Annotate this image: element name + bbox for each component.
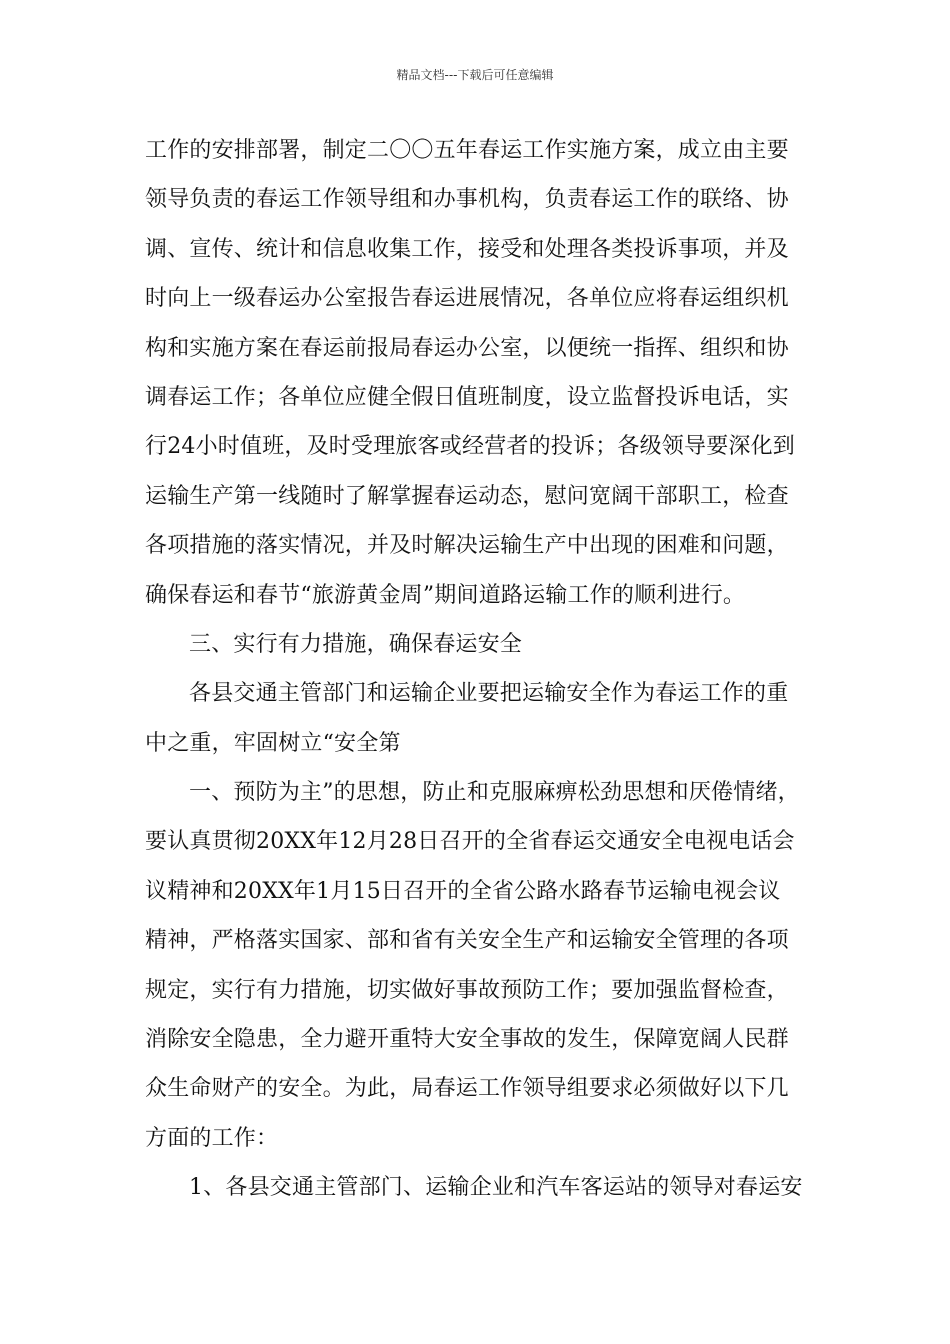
- text-line: 构和实施方案在春运前报局春运办公室，以便统一指挥、组织和协: [145, 335, 789, 361]
- document-body: [145, 126, 810, 1213]
- text-line: 众生命财产的安全。为此，局春运工作领导组要求必须做好以下几: [145, 1076, 789, 1102]
- list-item: 1、各县交通主管部门、运输企业和汽车客运站的领导对春运安: [189, 1175, 803, 1201]
- text-line: 议精神和20XX年1月15日召开的全省公路水路春节运输电视会议: [145, 878, 781, 904]
- text-line: 时向上一级春运办公室报告春运进展情况，各单位应将春运组织机: [145, 286, 789, 312]
- text-line: 各项措施的落实情况，并及时解决运输生产中出现的困难和问题，: [145, 533, 789, 559]
- text-line: 一、预防为主”的思想，防止和克服麻痹松劲思想和厌倦情绪，: [189, 780, 800, 806]
- text-line: 规定，实行有力措施，切实做好事故预防工作；要加强监督检查，: [145, 977, 789, 1003]
- text-line: 消除安全隐患，全力避开重特大安全事故的发生，保障宽阔人民群: [145, 1027, 789, 1053]
- text-line: 方面的工作：: [145, 1125, 279, 1151]
- text-line: 领导负责的春运工作领导组和办事机构，负责春运工作的联络、协: [145, 187, 789, 213]
- text-line: 行24小时值班，及时受理旅客或经营者的投诉；各级领导要深化到: [145, 434, 795, 460]
- page-header: 精品文档---下载后可任意编辑: [396, 68, 554, 82]
- text-line: 中之重，牢固树立“安全第: [145, 730, 401, 756]
- text-line: 确保春运和春节“旅游黄金周”期间道路运输工作的顺利进行。: [145, 582, 746, 608]
- text-line: 运输生产第一线随时了解掌握春运动态，慰问宽阔干部职工，检查: [145, 483, 789, 509]
- text-line: 精神，严格落实国家、部和省有关安全生产和运输安全管理的各项: [145, 928, 789, 954]
- text-line: 要认真贯彻20XX年12月28日召开的全省春运交通安全电视电话会: [145, 829, 795, 855]
- text-line: 调、宣传、统计和信息收集工作，接受和处理各类投诉事项，并及: [145, 236, 789, 262]
- text-line: 工作的安排部署，制定二〇〇五年春运工作实施方案，成立由主要: [145, 138, 789, 163]
- text-line: 各县交通主管部门和运输企业要把运输安全作为春运工作的重: [189, 681, 789, 707]
- section-heading: 三、实行有力措施，确保春运安全: [189, 631, 523, 657]
- text-line: 调春运工作；各单位应健全假日值班制度，设立监督投诉电话，实: [145, 384, 789, 410]
